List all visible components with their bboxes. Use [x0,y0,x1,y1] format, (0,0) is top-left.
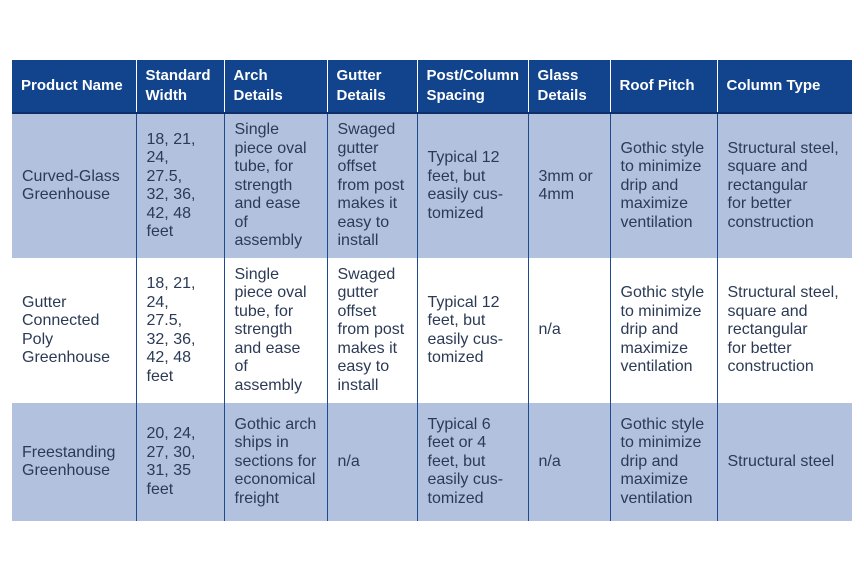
cell-text: Curved-Glass Greenhouse [22,167,120,203]
cell-text: Freestanding Greenhouse [22,443,116,479]
cell-arch-details [224,258,327,403]
cell-post-column-spacing [417,113,528,258]
cell-gutter-details [327,403,417,521]
cell-arch-details [224,403,327,521]
cell-text: Gutter Connected Poly Greenhouse [22,293,111,366]
cell-product-name [12,258,136,403]
cell-standard-width [136,113,224,258]
cell-text: Single piece oval tube, for strength and ease of assembly [234,121,307,250]
cell-text: Gothic style to minimize drip and maximize ventilation [620,139,705,231]
cell-text: Gothic arch ships in sections for economical freight [234,415,317,507]
cell-product-name [12,403,136,521]
cell-text: Single piece oval tube, for strength and ease of assembly [234,265,307,394]
cell-standard-width [136,258,224,403]
header-gutter-details: Gutter Details [327,60,417,113]
cell-text: Gothic style to minimize drip and maximize ventilation [620,415,705,507]
header-roof-pitch: Roof Pitch [610,60,717,113]
cell-text: 20, 24, 27, 30, 31, 35 feet [146,425,196,498]
greenhouse-comparison-table [12,60,852,521]
table-row [12,113,852,258]
cell-gutter-details [327,258,417,403]
cell-text: Gothic style to minimize drip and maximize ventilation [620,284,705,376]
cell-text: Structural steel, square and rectangular for better construction [727,284,839,376]
cell-text: Swaged gutter offset from post makes it easy to install [337,121,405,250]
cell-product-name [12,113,136,258]
cell-text: Typical 12 feet, but easily cus- tomized [427,293,504,366]
cell-text: n/a [538,452,561,470]
cell-text: 18, 21, 24, 27.5, 32, 36, 42, 48 feet [146,275,196,385]
cell-text: Typical 6 feet or 4 feet, but easily cus- tomized [427,415,504,507]
header-post-column-spacing: Post/Column Spacing [417,60,528,113]
cell-column-type [717,403,852,521]
header-row [12,60,852,113]
cell-text: Swaged gutter offset from post makes it easy to install [337,265,405,394]
cell-column-type [717,258,852,403]
header-product-name: Product Name [12,60,136,113]
cell-roof-pitch [610,403,717,521]
header-standard-width: Standard Width [136,60,224,113]
cell-column-type [717,113,852,258]
cell-text: Structural steel, square and rectangular for better construction [727,139,839,231]
cell-standard-width [136,403,224,521]
cell-text: n/a [538,321,561,339]
cell-roof-pitch [610,258,717,403]
cell-text: Typical 12 feet, but easily cus- tomized [427,149,504,222]
cell-glass-details [528,113,610,258]
header-glass-details: Glass Details [528,60,610,113]
cell-roof-pitch [610,113,717,258]
cell-glass-details [528,258,610,403]
table-row [12,403,852,521]
cell-text: 18, 21, 24, 27.5, 32, 36, 42, 48 feet [146,130,196,240]
cell-text: n/a [337,452,360,470]
cell-post-column-spacing [417,258,528,403]
cell-text: Structural steel [727,452,835,470]
cell-post-column-spacing [417,403,528,521]
header-column-type: Column Type [717,60,852,113]
cell-gutter-details [327,113,417,258]
cell-text: 3mm or 4mm [538,167,593,203]
table-row [12,258,852,403]
header-arch-details: Arch Details [224,60,327,113]
cell-glass-details [528,403,610,521]
cell-arch-details [224,113,327,258]
